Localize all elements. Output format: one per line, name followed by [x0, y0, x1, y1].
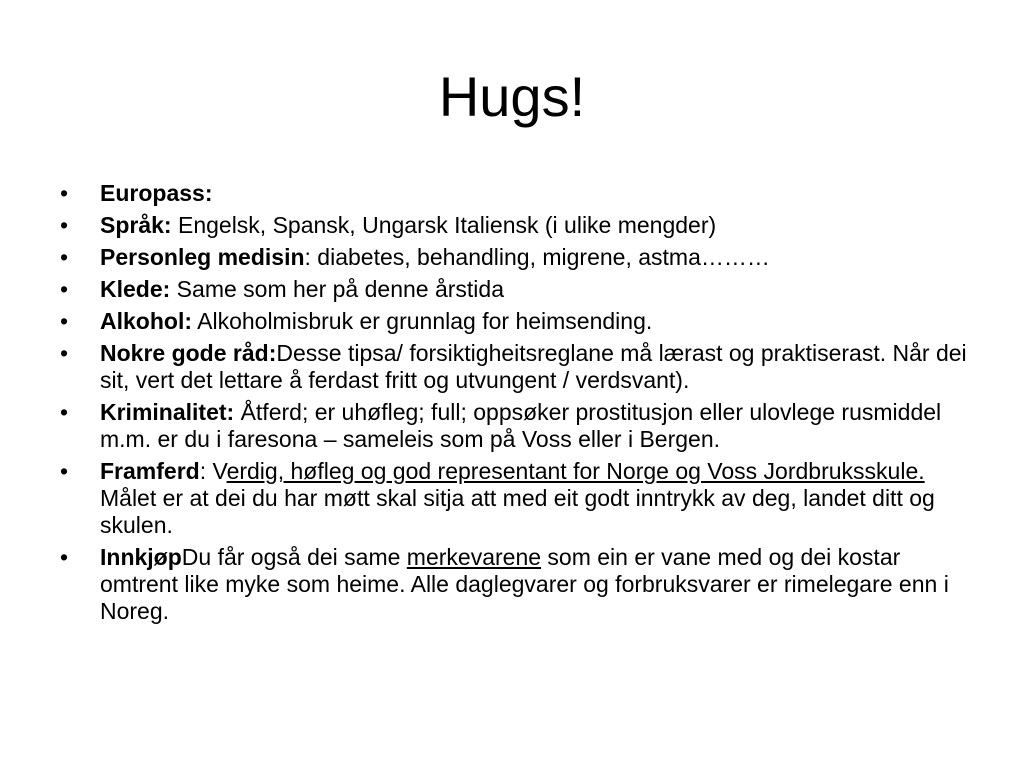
bullet-icon: • — [60, 308, 69, 334]
item-text: Alkoholmisbruk er grunnlag for heimsending. — [192, 308, 653, 334]
list-item-framferd — [60, 458, 972, 539]
list-item-europass — [60, 180, 972, 207]
bullet-icon: • — [60, 180, 69, 206]
item-label: Klede: — [100, 276, 171, 302]
item-text-before: Du får også dei same — [181, 544, 407, 570]
bullet-icon: • — [60, 244, 69, 270]
item-text-before: : V — [199, 458, 227, 484]
item-text: Same som her på denne årstida — [170, 276, 504, 302]
list-item-personleg-medisin — [60, 244, 972, 271]
item-label: Personleg medisin — [100, 244, 305, 270]
item-text: Åtferd; er uhøfleg; full; oppsøker prostitusjon eller ulovlege rusmiddel m.m. er du i faresona – sameleis som på Voss eller i Bergen. — [100, 399, 942, 452]
bullet-icon: • — [60, 458, 69, 484]
item-text-after: Målet er at dei du har møtt skal sitja att med eit godt inntrykk av deg, landet ditt og skulen. — [100, 485, 935, 538]
list-item-klede — [60, 276, 972, 303]
item-label: Innkjøp — [100, 544, 182, 570]
item-label: Kriminalitet: — [100, 399, 235, 425]
slide-title: Hugs! — [438, 65, 586, 128]
item-label: Europass: — [100, 180, 213, 206]
item-text-underlined: merkevarene — [406, 544, 542, 570]
item-text: Engelsk, Spansk, Ungarsk Italiensk (i ulike mengder) — [171, 212, 717, 238]
bullet-icon: • — [60, 212, 69, 238]
bullet-list — [60, 180, 972, 630]
item-text-underlined: erdig, høfleg og god representant for Norge og Voss Jordbruksskule. — [226, 458, 925, 484]
bullet-icon: • — [60, 544, 69, 570]
item-label: Språk: — [100, 212, 172, 238]
bullet-icon: • — [60, 399, 69, 425]
item-text: : diabetes, behandling, migrene, astma……… — [304, 244, 770, 270]
item-label: Alkohol: — [100, 308, 192, 334]
list-item-sprak — [60, 212, 972, 239]
list-item-alkohol — [60, 308, 972, 335]
item-label: Nokre gode råd: — [100, 340, 277, 366]
item-label: Framferd — [100, 458, 200, 484]
bullet-icon: • — [60, 340, 69, 366]
item-text: Desse tipsa/ forsiktigheitsreglane må lærast og praktiserast. Når dei sit, vert det lettare å ferdast fritt og utvungent / verdsvant). — [100, 340, 967, 393]
list-item-kriminalitet — [60, 399, 972, 453]
bullet-icon: • — [60, 276, 69, 302]
list-item-innkjop — [60, 544, 972, 625]
item-text-after: som ein er vane med og dei kostar omtrent like myke som heime. Alle daglegvarer og forbruksvarer er rimelegare enn i Noreg. — [100, 544, 949, 624]
list-item-nokre-gode-rad — [60, 340, 972, 394]
